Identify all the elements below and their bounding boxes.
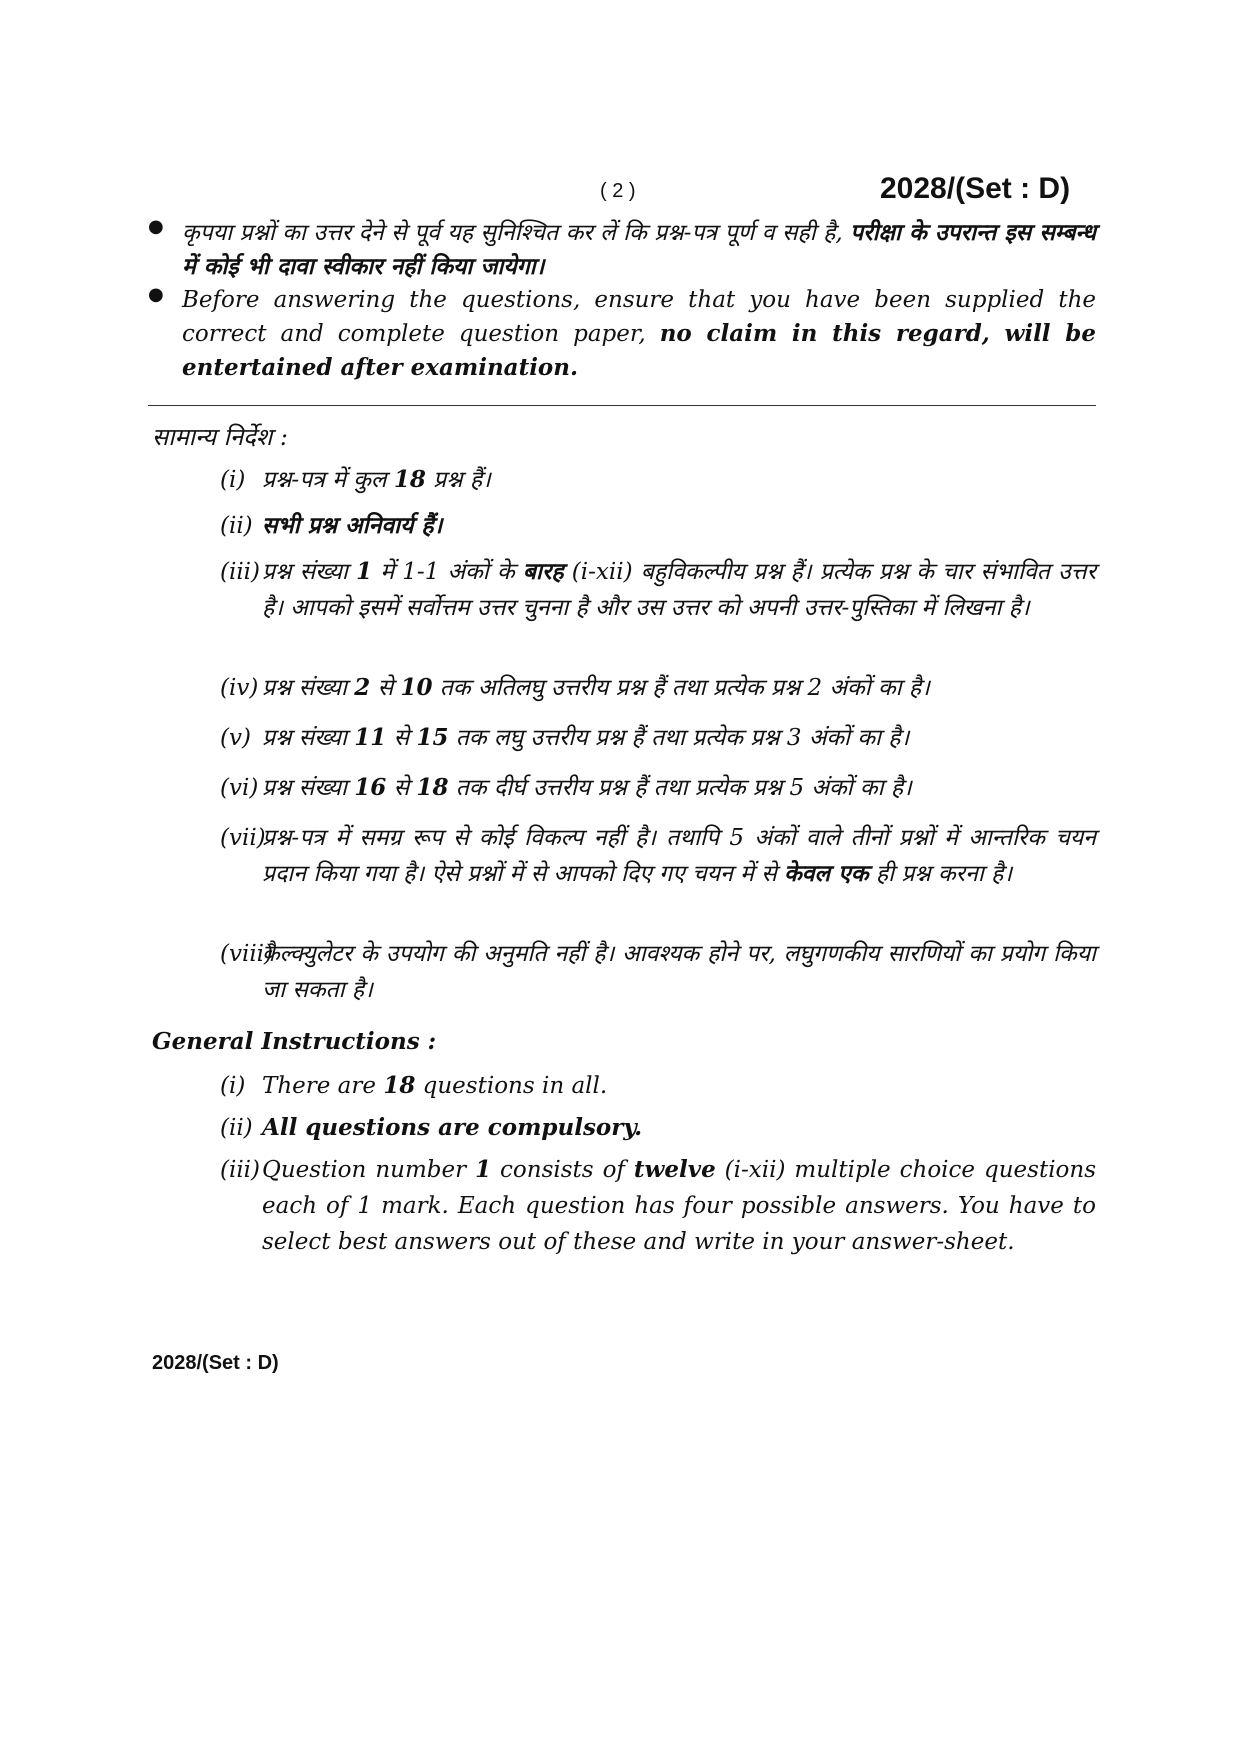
item-emphasis: 15 <box>416 724 449 751</box>
item-text: प्रश्न संख्या <box>262 559 357 585</box>
item-number: (viii) <box>220 941 274 967</box>
item-emphasis: 18 <box>416 774 449 801</box>
page-number: ( 2 ) <box>600 180 636 202</box>
divider <box>148 405 1096 406</box>
instruction-item <box>220 1068 1096 1104</box>
instruction-item <box>220 670 1096 706</box>
bullet-icon: ● <box>148 284 164 305</box>
notice-hindi <box>148 216 1096 284</box>
instruction-item <box>220 508 1096 544</box>
item-text: में 1-1 अंकों के <box>372 559 523 585</box>
instruction-item <box>220 936 1096 1008</box>
notice-emphasis: परीक्षा के उपरान्त इस सम्बन्ध में कोई भी दावा स्वीकार नहीं किया जायेगा। <box>182 219 1096 280</box>
item-text: questions in all. <box>415 1073 608 1099</box>
item-emphasis: केवल एक <box>784 860 869 887</box>
bullet-icon: ● <box>148 216 164 237</box>
item-emphasis: सभी प्रश्न अनिवार्य हैं। <box>262 512 443 539</box>
instruction-item <box>220 462 1096 498</box>
item-text: प्रश्न संख्या <box>262 775 355 801</box>
item-text: कैल्क्युलेटर के उपयोग की अनुमति नहीं है। आवश्यक होने पर, लघुगणकीय सारणियों का प्रयोग किया जा सकता है। <box>262 941 1096 1003</box>
item-text: (i-xii) multiple choice questions each of 1 mark. Each question has four possible answers. You have to select best answers out of these and write in your answer-sheet. <box>262 1157 1097 1255</box>
item-number: (i) <box>220 1073 246 1099</box>
heading-general-instructions: General Instructions : <box>152 1028 437 1055</box>
item-text: ही प्रश्न करना है। <box>868 861 1013 887</box>
heading-general-instructions-hindi: सामान्य निर्देश : <box>152 423 288 451</box>
item-number: (v) <box>220 725 251 751</box>
item-text: से <box>370 675 401 701</box>
item-emphasis: All questions are compulsory. <box>262 1114 643 1141</box>
item-emphasis: बारह <box>522 558 564 585</box>
instruction-item <box>220 720 1096 756</box>
item-number: (i) <box>220 467 246 493</box>
item-number: (ii) <box>220 513 253 539</box>
item-emphasis: twelve <box>633 1156 716 1183</box>
item-text: Question number <box>262 1157 476 1183</box>
item-number: (vii) <box>220 825 266 851</box>
notice-text: Before answering the questions, ensure that you have been supplied the correct and complete question paper, <box>182 287 1096 347</box>
item-number: (ii) <box>220 1115 253 1141</box>
item-text: प्रश्न-पत्र में समग्र रूप से कोई विकल्प नहीं है। तथापि 5 अंकों वाले तीनों प्रश्नों में आन्तरिक चयन प्रदान किया गया है। ऐसे प्रश्नों में से आपको दिए गए चयन में से <box>262 825 1096 887</box>
item-emphasis: 2 <box>354 674 371 701</box>
item-emphasis: 10 <box>400 674 433 701</box>
item-text: प्रश्न संख्या <box>262 675 355 701</box>
item-number: (vi) <box>220 775 259 801</box>
item-text: तक दीर्घ उत्तरीय प्रश्न हैं तथा प्रत्येक प्रश्न 5 अंकों का है। <box>448 775 912 801</box>
item-text: तक अतिलघु उत्तरीय प्रश्न हैं तथा प्रत्येक प्रश्न 2 अंकों का है। <box>432 675 930 701</box>
item-text: प्रश्न संख्या <box>262 725 355 751</box>
item-emphasis: 18 <box>393 466 426 493</box>
item-text: (i-xii) बहुविकल्पीय प्रश्न हैं। प्रत्येक प्रश्न के चार संभावित उत्तर है। आपको इसमें सर्वोत्तम उत्तर चुनना है और उस उत्तर को अपनी उत्तर-पुस्तिका में लिखना है। <box>262 559 1096 621</box>
item-text: से <box>386 725 417 751</box>
notice-english <box>148 284 1096 385</box>
instruction-item <box>220 554 1096 626</box>
item-emphasis: 1 <box>356 558 373 585</box>
item-emphasis: 16 <box>354 774 387 801</box>
notice-emphasis: no claim in this regard, will be entertained after examination. <box>182 320 1096 381</box>
paper-code-footer: 2028/(Set : D) <box>152 1352 279 1374</box>
instruction-item <box>220 1152 1096 1260</box>
item-text: consists of <box>491 1157 634 1183</box>
item-text: प्रश्न हैं। <box>425 467 491 493</box>
paper-code-header: 2028/(Set : D) <box>880 172 1071 205</box>
item-text: तक लघु उत्तरीय प्रश्न हैं तथा प्रत्येक प्रश्न 3 अंकों का है। <box>448 725 910 751</box>
item-number: (iii) <box>220 559 261 585</box>
item-number: (iv) <box>220 675 259 701</box>
instruction-item <box>220 820 1096 892</box>
notice-text: कृपया प्रश्नों का उत्तर देने से पूर्व यह सुनिश्चित कर लें कि प्रश्न-पत्र पूर्ण व सही है, <box>182 220 851 246</box>
item-text: से <box>386 775 417 801</box>
item-emphasis: 11 <box>354 724 387 751</box>
item-number: (iii) <box>220 1157 261 1183</box>
item-emphasis: 18 <box>383 1072 416 1099</box>
item-text: प्रश्न-पत्र में कुल <box>262 467 394 493</box>
item-text: There are <box>262 1073 384 1099</box>
item-emphasis: 1 <box>475 1156 492 1183</box>
instruction-item <box>220 1110 1096 1146</box>
instruction-item <box>220 770 1096 806</box>
